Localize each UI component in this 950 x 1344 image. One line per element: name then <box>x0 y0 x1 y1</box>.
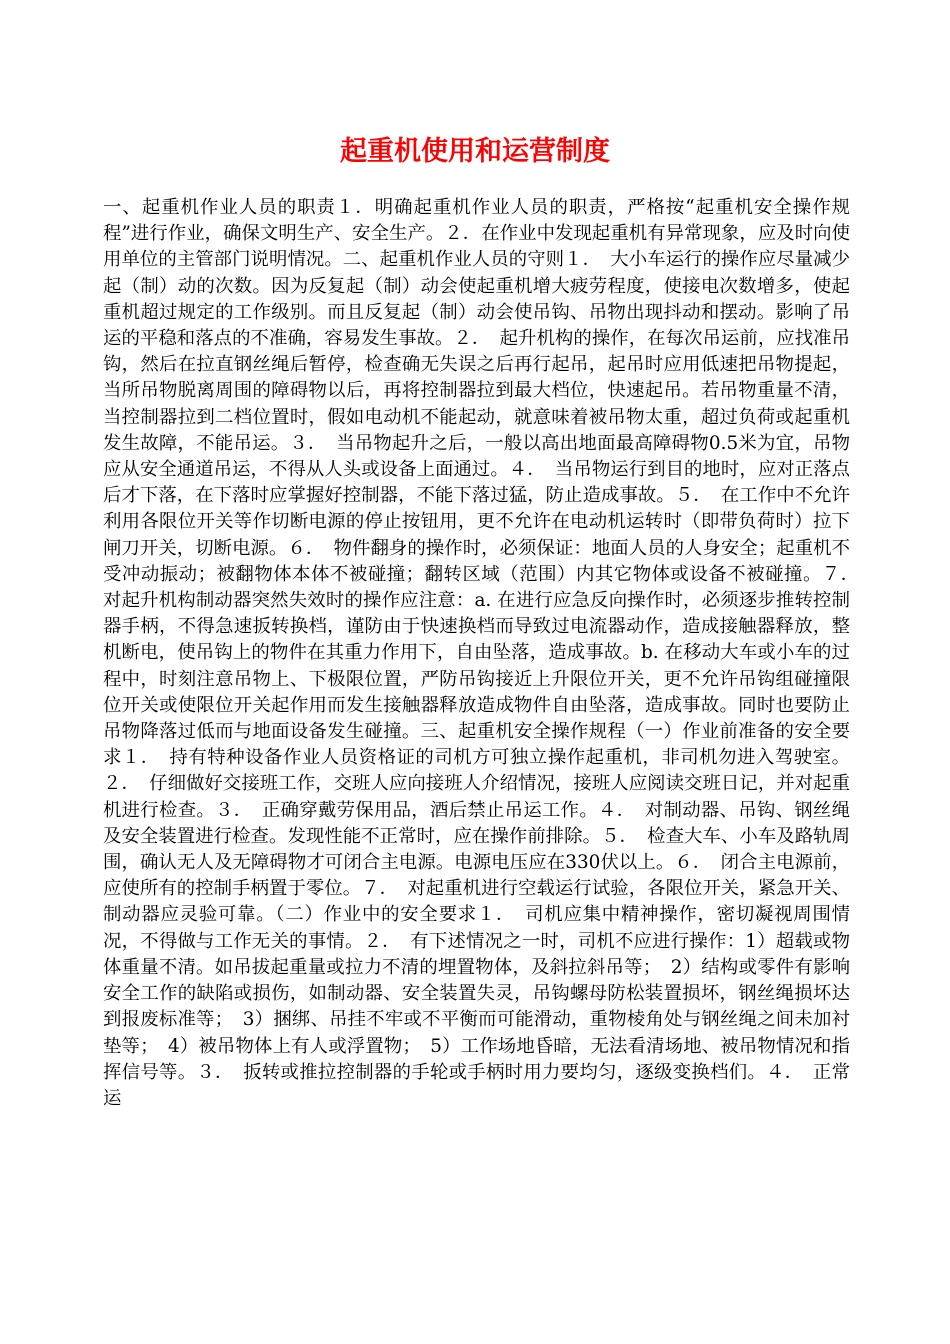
body-paragraph: 一、起重机作业人员的职责１．明确起重机作业人员的职责，严格按“起重机安全操作规程”进行作业，确保文明生产、安全生产。２．在作业中发现起重机有异常现象，应及时向使用单位的主管部门说明情况。二、起重机作业人员的守则１． 大小车运行的操作应尽量减少起（制）动的次数。因为反复起（制）动会使起重机增大疲劳程度，使接电次数增多，使起重机超过规定的工作级别。而且反复起（制）动会使吊钩、吊物出现抖动和摆动。影响了吊运的平稳和落点的不准确，容易发生事故。２． 起升机构的操作，在每次吊运前，应找准吊钩，然后在拉直钢丝绳后暂停，检查确无失误之后再行起吊，起吊时应用低速把吊物提起，当所吊物脱离周围的障碍物以后，再将控制器拉到最大档位，快速起吊。若吊物重量不清，当控制器拉到二档位置时，假如电动机不能起动，就意味着被吊物太重，超过负荷或起重机发生故障，不能吊运。３． 当吊物起升之后，一般以高出地面最高障碍物0.5米为宜，吊物应从安全通道吊运，不得从人头或设备上面通过。４． 当吊物运行到目的地时，应对正落点后才下落，在下落时应掌握好控制器，不能下落过猛，防止造成事故。５． 在工作中不允许利用各限位开关等作切断电源的停止按钮用，更不允许在电动机运转时（即带负荷时）拉下闸刀开关，切断电源。６． 物件翻身的操作时，必须保证：地面人员的人身安全；起重机不受冲动振动；被翻物体本体不被碰撞；翻转区域（范围）内其它物体或设备不被碰撞。７． 对起升机构制动器突然失效时的操作应注意：a. 在进行应急反向操作时，必须逐步推转控制器手柄，不得急速扳转换档，谨防由于快速换档而导致过电流器动作，造成接触器释放，整机断电，使吊钩上的物件在其重力作用下，自由坠落，造成事故。b. 在移动大车或小车的过程中，时刻注意吊物上、下极限位置，严防吊钩接近上升限位开关，更不允许吊钩组碰撞限位开关或使限位开关起作用而发生接触器释放造成物件自由坠落，造成事故。同时也要防止吊物降落过低而与地面设备发生碰撞。三、起重机安全操作规程（一）作业前准备的安全要求１． 持有特种设备作业人员资格证的司机方可独立操作起重机，非司机勿进入驾驶室。２． 仔细做好交接班工作，交班人应向接班人介绍情况，接班人应阅读交班日记，并对起重机进行检查。３． 正确穿戴劳保用品，酒后禁止吊运工作。４． 对制动器、吊钩、钢丝绳及安全装置进行检查。发现性能不正常时，应在操作前排除。５． 检查大车、小车及路轨周围，确认无人及无障碍物才可闭合主电源。电源电压应在330伏以上。６． 闭合主电源前，应使所有的控制手柄置于零位。７． 对起重机进行空载运行试验，各限位开关，紧急开关、制动器应灵验可靠。（二）作业中的安全要求１． 司机应集中精神操作，密切凝视周围情况，不得做与工作无关的事情。２． 有下述情况之一时，司机不应进行操作：1）超载或物体重量不清。如吊拔起重量或拉力不清的埋置物体，及斜拉斜吊等； 2）结构或零件有影响安全工作的缺陷或损伤，如制动器、安全装置失灵，吊钩螺母防松装置损坏，钢丝绳损坏达到报废标准等； 3）捆绑、吊挂不牢或不平衡而可能滑动，重物棱角处与钢丝绳之间未加衬垫等； 4）被吊物体上有人或浮置物； 5）工作场地昏暗，无法看清场地、被吊物情况和指挥信号等。３． 扳转或推拉控制器的手轮或手柄时用力要均匀，逐级变换档们。４． 正常运 <box>103 197 869 1109</box>
page-title: 起重机使用和运营制度 <box>340 136 610 167</box>
